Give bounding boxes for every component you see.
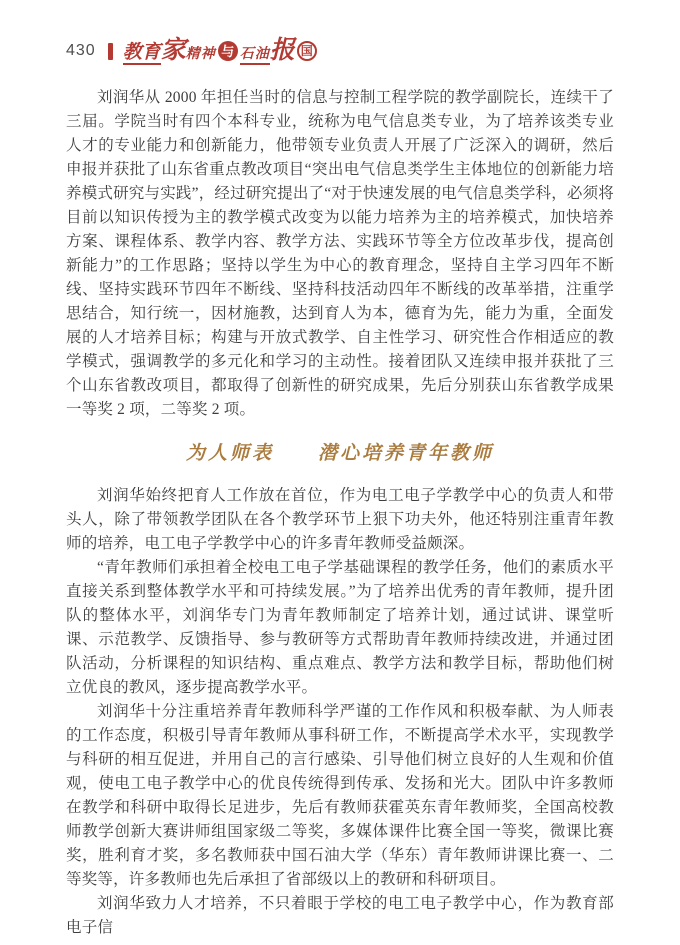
paragraph-section-2: “青年教师们承担着全校电工电子学基础课程的教学任务，他们的素质水平直接关系到整体教学水平和可持续发展。”为了培养出优秀的青年教师，提升团队的整体水平，刘润华专门为青年教师制定了培养计划，通过试讲、课堂听课、示范教学、反馈指导、参与教研等方式帮助青年教师持续改进，并通过团队活动，分析课程的知识结构、重点难点、教学方法和教学目标，帮助他们树立优良的教风，逐步提高教学水平。	[66, 559, 614, 696]
logo-yu-circle-badge: 与	[218, 41, 238, 61]
paragraph-intro: 刘润华从 2000 年担任当时的信息与控制工程学院的教学副院长，连续干了三届。学院当时有四个本科专业，统称为电气信息类专业，为了培养该类专业人才的专业能力和创新能力，他带领专业负责人开展了广泛深入的调研，然后申报并获批了山东省重点教改项目“突出电气信息类学生主体地位的创新能力培养模式研究与实践”，经过研究提出了“对于快速发展的电气信息类学科，必须将目前以知识传授为主的教学模式改变为以能力培养为主的培养模式，加快培养方案、课程体系、教学内容、教学方法、实践环节等全方位改革步伐，提高创新能力”的工作思路；坚持以学生为中心的教育理念，坚持自主学习四年不断线、坚持实践环节四年不断线、坚持科技活动四年不断线的改革举措，注重学思结合，知行统一，因材施教，达到育人为本，德育为先，能力为重，全面发展的人才培养目标；构建与开放式教学、自主性学习、研究性合作相适应的教学模式，强调教学的多元化和学习的主动性。接着团队又连续申报并获批了三个山东省教改项目，都取得了创新性的研究成果，先后分别获山东省教学成果一等奖 2 项，二等奖 2 项。	[66, 89, 614, 418]
logo-text-jingshen: 精神	[185, 46, 216, 62]
page-header	[66, 34, 614, 68]
page-body	[66, 86, 614, 940]
paragraph-section-3: 刘润华十分注重培养青年教师科学严谨的工作作风和积极奉献、为人师表的工作态度，积极引导青年教师从事科研工作，不断提高学术水平，实现教学与科研的相互促进，并用自己的言行感染、引导他们树立良好的人生观和价值观，使电工电子教学中心的优良传统得到传承、发扬和光大。团队中许多教师在教学和科研中取得长足进步，先后有教师获霍英东青年教师奖，全国高校教师教学创新大赛讲师组国家级二等奖，多媒体课件比赛全国一等奖，微课比赛奖，胜利育才奖，多名教师获中国石油大学（华东）青年教师讲课比赛一、二等奖等，许多教师也先后承担了省部级以上的教研和科研项目。	[66, 703, 614, 888]
logo-text-jiaoyu: 教育	[122, 41, 161, 63]
logo-text-jia: 家	[160, 36, 186, 64]
logo-text-shiyou: 石油	[240, 48, 270, 65]
logo-text-bao: 报	[269, 36, 295, 64]
logo-guo-circle-badge: 国	[297, 41, 317, 61]
section-heading: 为人师表 潜心培养青年教师	[185, 443, 494, 464]
header-divider	[108, 43, 113, 60]
page-number: 430	[66, 42, 96, 59]
paragraph-section-4: 刘润华致力人才培养，不只着眼于学校的电工电子教学中心，作为教育部电子信	[66, 895, 614, 936]
journal-logo	[123, 38, 317, 65]
paragraph-section-1: 刘润华始终把育人工作放在首位，作为电工电子学教学中心的负责人和带头人，除了带领教学团队在各个教学环节上狠下功夫外，他还特别注重青年教师的培养，电工电子学教学中心的许多青年教师受益颇深。	[66, 487, 614, 552]
